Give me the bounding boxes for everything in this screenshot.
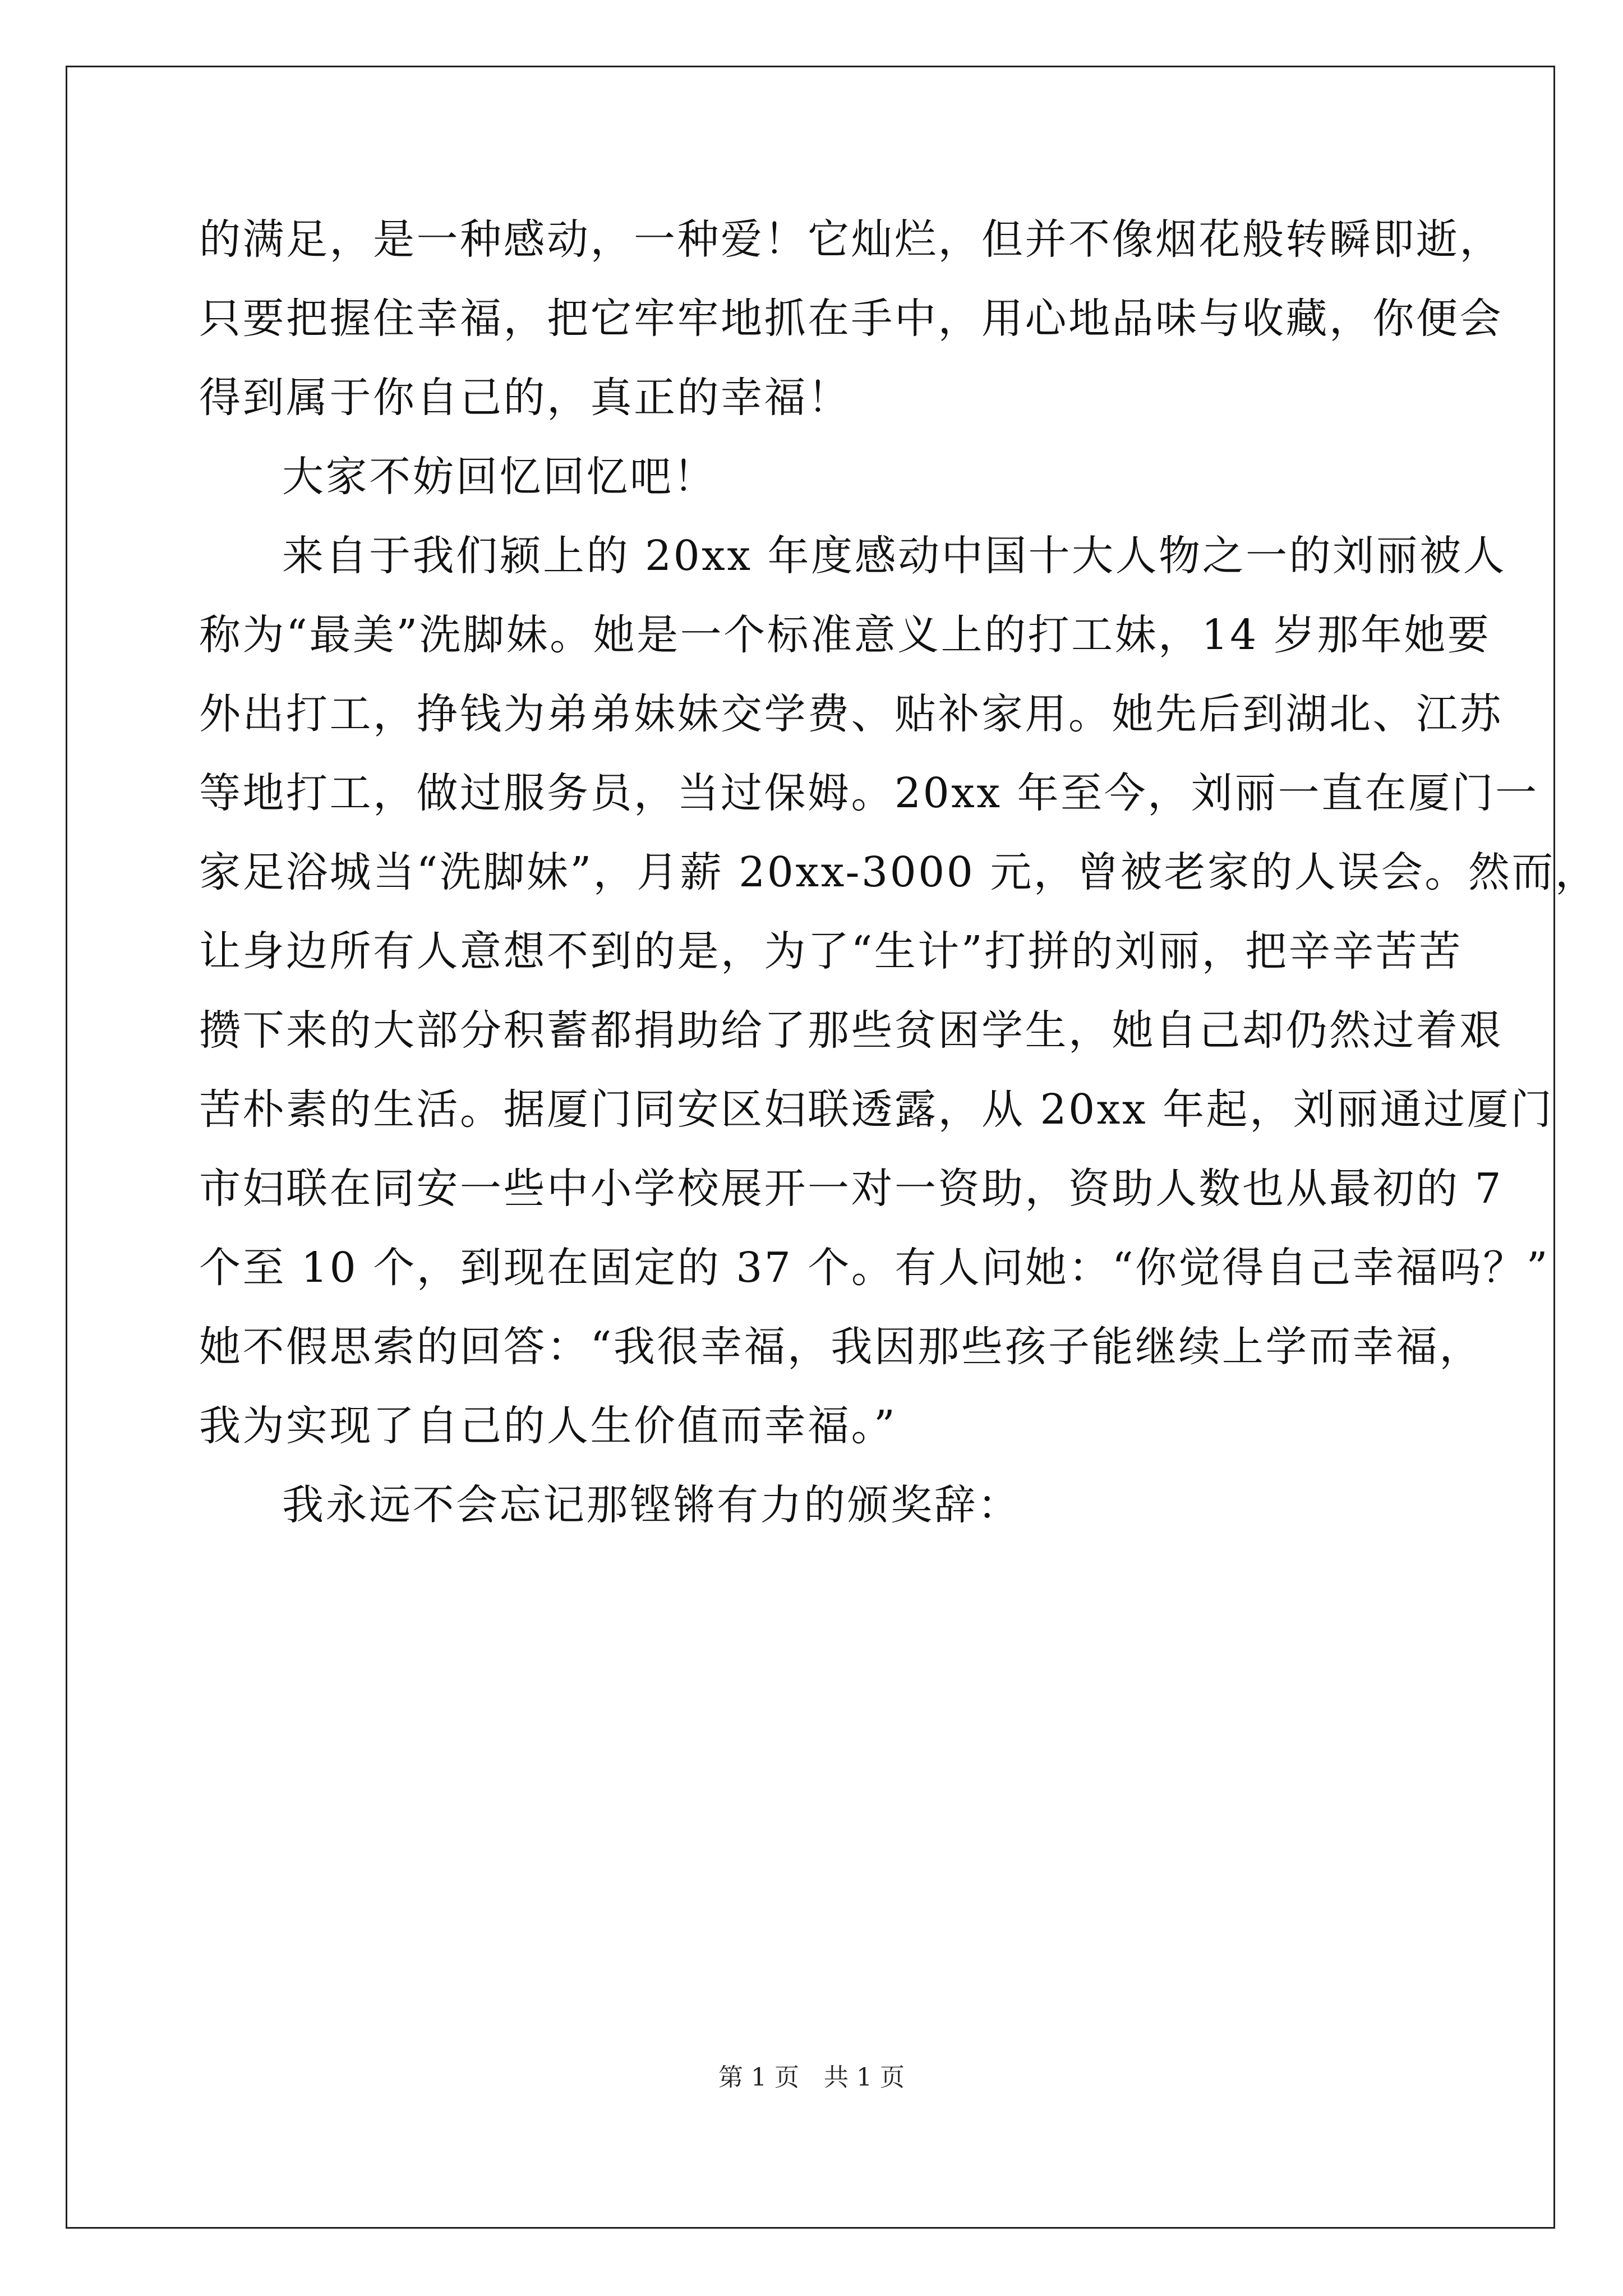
text-line: 来自于我们颍上的 20xx 年度感动中国十大人物之一的刘丽被人 bbox=[282, 532, 1507, 580]
text-line: 只要把握住幸福，把它牢牢地抓在手中，用心地品味与收藏，你便会 bbox=[199, 295, 1503, 343]
text-line: 她不假思索的回答：“我很幸福，我因那些孩子能继续上学而幸福， bbox=[199, 1323, 1483, 1371]
text-line: 让身边所有人意想不到的是，为了“生计”打拼的刘丽，把辛辛苦苦 bbox=[199, 927, 1463, 976]
text-line: 大家不妨回忆回忆吧！ bbox=[282, 453, 717, 501]
text-line: 称为“最美”洗脚妹。她是一个标准意义上的打工妹，14 岁那年她要 bbox=[199, 611, 1491, 659]
text-line: 的满足，是一种感动，一种爱！它灿烂，但并不像烟花般转瞬即逝， bbox=[199, 215, 1503, 264]
text-line: 苦朴素的生活。据厦门同安区妇联透露，从 20xx 年起，刘丽通过厦门 bbox=[199, 1085, 1554, 1134]
text-line: 攒下来的大部分积蓄都捐助给了那些贫困学生，她自己却仍然过着艰 bbox=[199, 1006, 1503, 1055]
text-line: 等地打工，做过服务员，当过保姆。20xx 年至今，刘丽一直在厦门一 bbox=[199, 769, 1539, 817]
text-line: 家足浴城当“洗脚妹”，月薪 20xx-3000 元，曾被老家的人误会。然而， bbox=[199, 848, 1599, 896]
text-line: 我永远不会忘记那铿锵有力的颁奖辞： bbox=[282, 1481, 1021, 1529]
text-line: 得到属于你自己的，真正的幸福！ bbox=[199, 374, 851, 422]
text-line: 个至 10 个，到现在固定的 37 个。有人问她：“你觉得自己幸福吗？” bbox=[199, 1244, 1550, 1292]
text-line: 外出打工，挣钱为弟弟妹妹交学费、贴补家用。她先后到湖北、江苏 bbox=[199, 690, 1503, 738]
text-line: 我为实现了自己的人生价值而幸福。” bbox=[199, 1402, 897, 1450]
text-line: 市妇联在同安一些中小学校展开一对一资助，资助人数也从最初的 7 bbox=[199, 1165, 1504, 1213]
page-footer: 第 1 页 共 1 页 bbox=[718, 2063, 905, 2092]
